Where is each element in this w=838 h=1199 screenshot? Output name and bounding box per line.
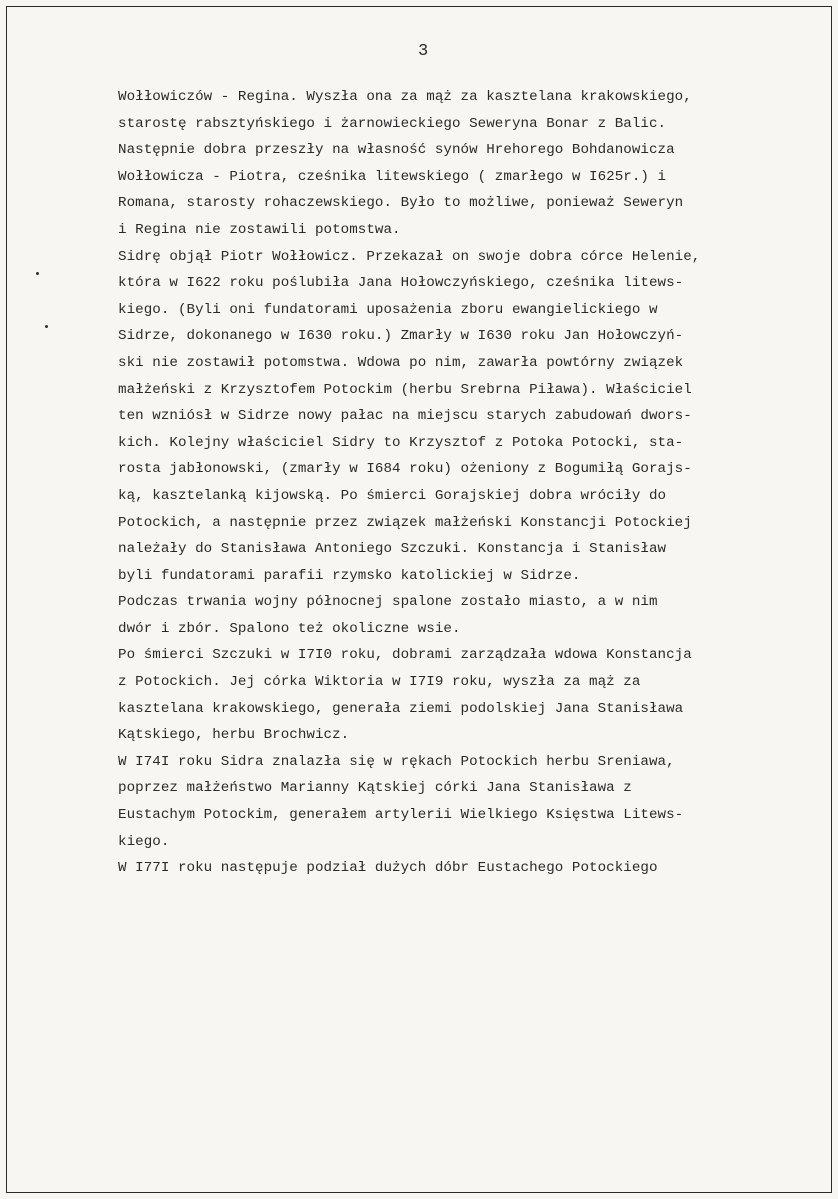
text-line: Wołłowiczów - Regina. Wyszła ona za mąż za kasztelana krakowskiego, xyxy=(118,89,692,105)
text-line: Wołłowicza - Piotra, cześnika litewskiego ( zmarłego w I625r.) i xyxy=(118,168,667,185)
text-line: kich. Kolejny właściciel Sidry to Krzysztof z Potoka Potocki, sta- xyxy=(118,434,684,451)
text-line: Eustachym Potockim, generałem artylerii Wielkiego Księstwa Litews- xyxy=(118,807,684,824)
text-line: kasztelana krakowskiego, generała ziemi podolskiej Jana Stanisława xyxy=(118,700,684,717)
text-line: starostę rabsztyńskiego i żarnowieckiego Seweryna Bonar z Balic. xyxy=(118,115,667,132)
margin-mark xyxy=(45,325,48,328)
text-line: Podczas trwania wojny północnej spalone zostało miasto, a w nim xyxy=(118,594,658,611)
text-line: ką, kasztelanką kijowską. Po śmierci Gorajskiej dobra wróciły do xyxy=(118,487,667,504)
text-line: kiego. (Byli oni fundatorami uposażenia zboru ewangielickiego w xyxy=(118,301,658,318)
body-text xyxy=(118,84,830,882)
text-line: należały do Stanisława Antoniego Szczuki. Konstancja i Stanisław xyxy=(118,541,667,558)
text-line: małżeński z Krzysztofem Potockim (herbu Srebrna Piława). Właściciel xyxy=(118,381,692,398)
page-number: 3 xyxy=(418,42,429,61)
text-line: Następnie dobra przeszły na własność synów Hrehorego Bohdanowicza xyxy=(118,142,675,159)
text-line: ten wzniósł w Sidrze nowy pałac na miejscu starych zabudowań dwors- xyxy=(118,408,692,425)
text-line: Romana, starosty rohaczewskiego. Było to możliwe, ponieważ Seweryn xyxy=(118,195,684,212)
text-line: kiego. xyxy=(118,833,170,850)
text-line: z Potockich. Jej córka Wiktoria w I7I9 roku, wyszła za mąż za xyxy=(118,674,641,691)
text-line: W I77I roku następuje podział dużych dóbr Eustachego Potockiego xyxy=(118,860,658,877)
text-line: Sidrze, dokonanego w I630 roku.) Zmarły w I630 roku Jan Hołowczyń- xyxy=(118,328,684,345)
text-line: Kątskiego, herbu Brochwicz. xyxy=(118,727,350,744)
text-line: byli fundatorami parafii rzymsko katolickiej w Sidrze. xyxy=(118,567,581,584)
text-line: dwór i zbór. Spalono też okoliczne wsie. xyxy=(118,620,461,637)
text-line: Sidrę objął Piotr Wołłowicz. Przekazał on swoje dobra córce Helenie, xyxy=(118,248,701,265)
text-line: rosta jabłonowski, (zmarły w I684 roku) ożeniony z Bogumiłą Gorajs- xyxy=(118,461,692,478)
text-line: która w I622 roku poślubiła Jana Hołowczyńskiego, cześnika litews- xyxy=(118,275,684,292)
text-line: Po śmierci Szczuki w I7I0 roku, dobrami zarządzała wdowa Konstancja xyxy=(118,647,692,664)
text-line: Potockich, a następnie przez związek małżeński Konstancji Potockiej xyxy=(118,514,692,531)
text-line: W I74I roku Sidra znalazła się w rękach Potockich herbu Sreniawa, xyxy=(118,753,675,770)
margin-mark xyxy=(36,272,39,275)
text-line: i Regina nie zostawili potomstwa. xyxy=(118,221,401,238)
text-line: ski nie zostawił potomstwa. Wdowa po nim, zawarła powtórny związek xyxy=(118,354,684,371)
text-line: poprzez małżeństwo Marianny Kątskiej córki Jana Stanisława z xyxy=(118,780,632,797)
